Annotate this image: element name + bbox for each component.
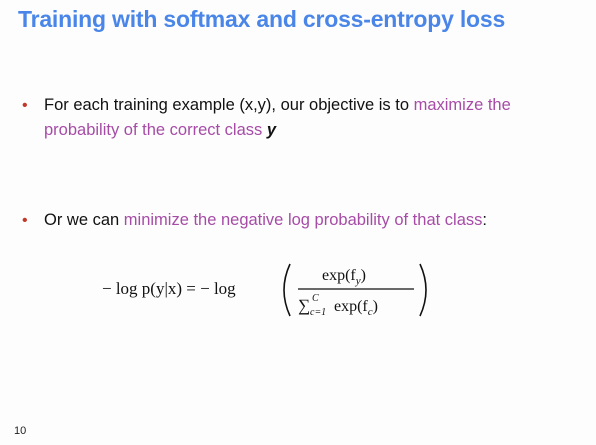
formula-left-paren [284,264,290,316]
bullet-text [44,208,582,233]
bullet-highlight: minimize the negative log probability of that class [123,211,483,229]
bullet-prefix: Or we can [44,211,124,229]
bullet-highlight: maximize the probability of the correct class [44,96,511,139]
bullet-item [22,208,582,233]
bullet-suffix: : [482,211,487,229]
formula-svg [102,258,462,322]
loss-formula [102,258,462,322]
formula-sum-upper: C [312,293,319,304]
formula-lhs: − log p(y|x) = − log [102,279,236,298]
bullet-emphasis: y [266,121,277,139]
formula-denominator: $\exp(f_c)$ [334,298,378,318]
formula-sum-lower: c=1 [310,307,327,318]
formula-sum-symbol: ∑ [298,296,311,315]
formula-numerator: $\exp(f_y)$ [322,267,366,287]
bullet-text [44,93,582,143]
bullet-dot-icon: • [22,212,28,229]
bullet-item [22,93,582,143]
slide-number: 10 [14,425,27,437]
formula-right-paren [420,264,426,316]
bullet-dot-icon: • [22,97,28,114]
bullet-prefix: For each training example (x,y), our objective is to [44,96,414,114]
slide-title: Training with softmax and cross-entropy loss [18,6,506,32]
